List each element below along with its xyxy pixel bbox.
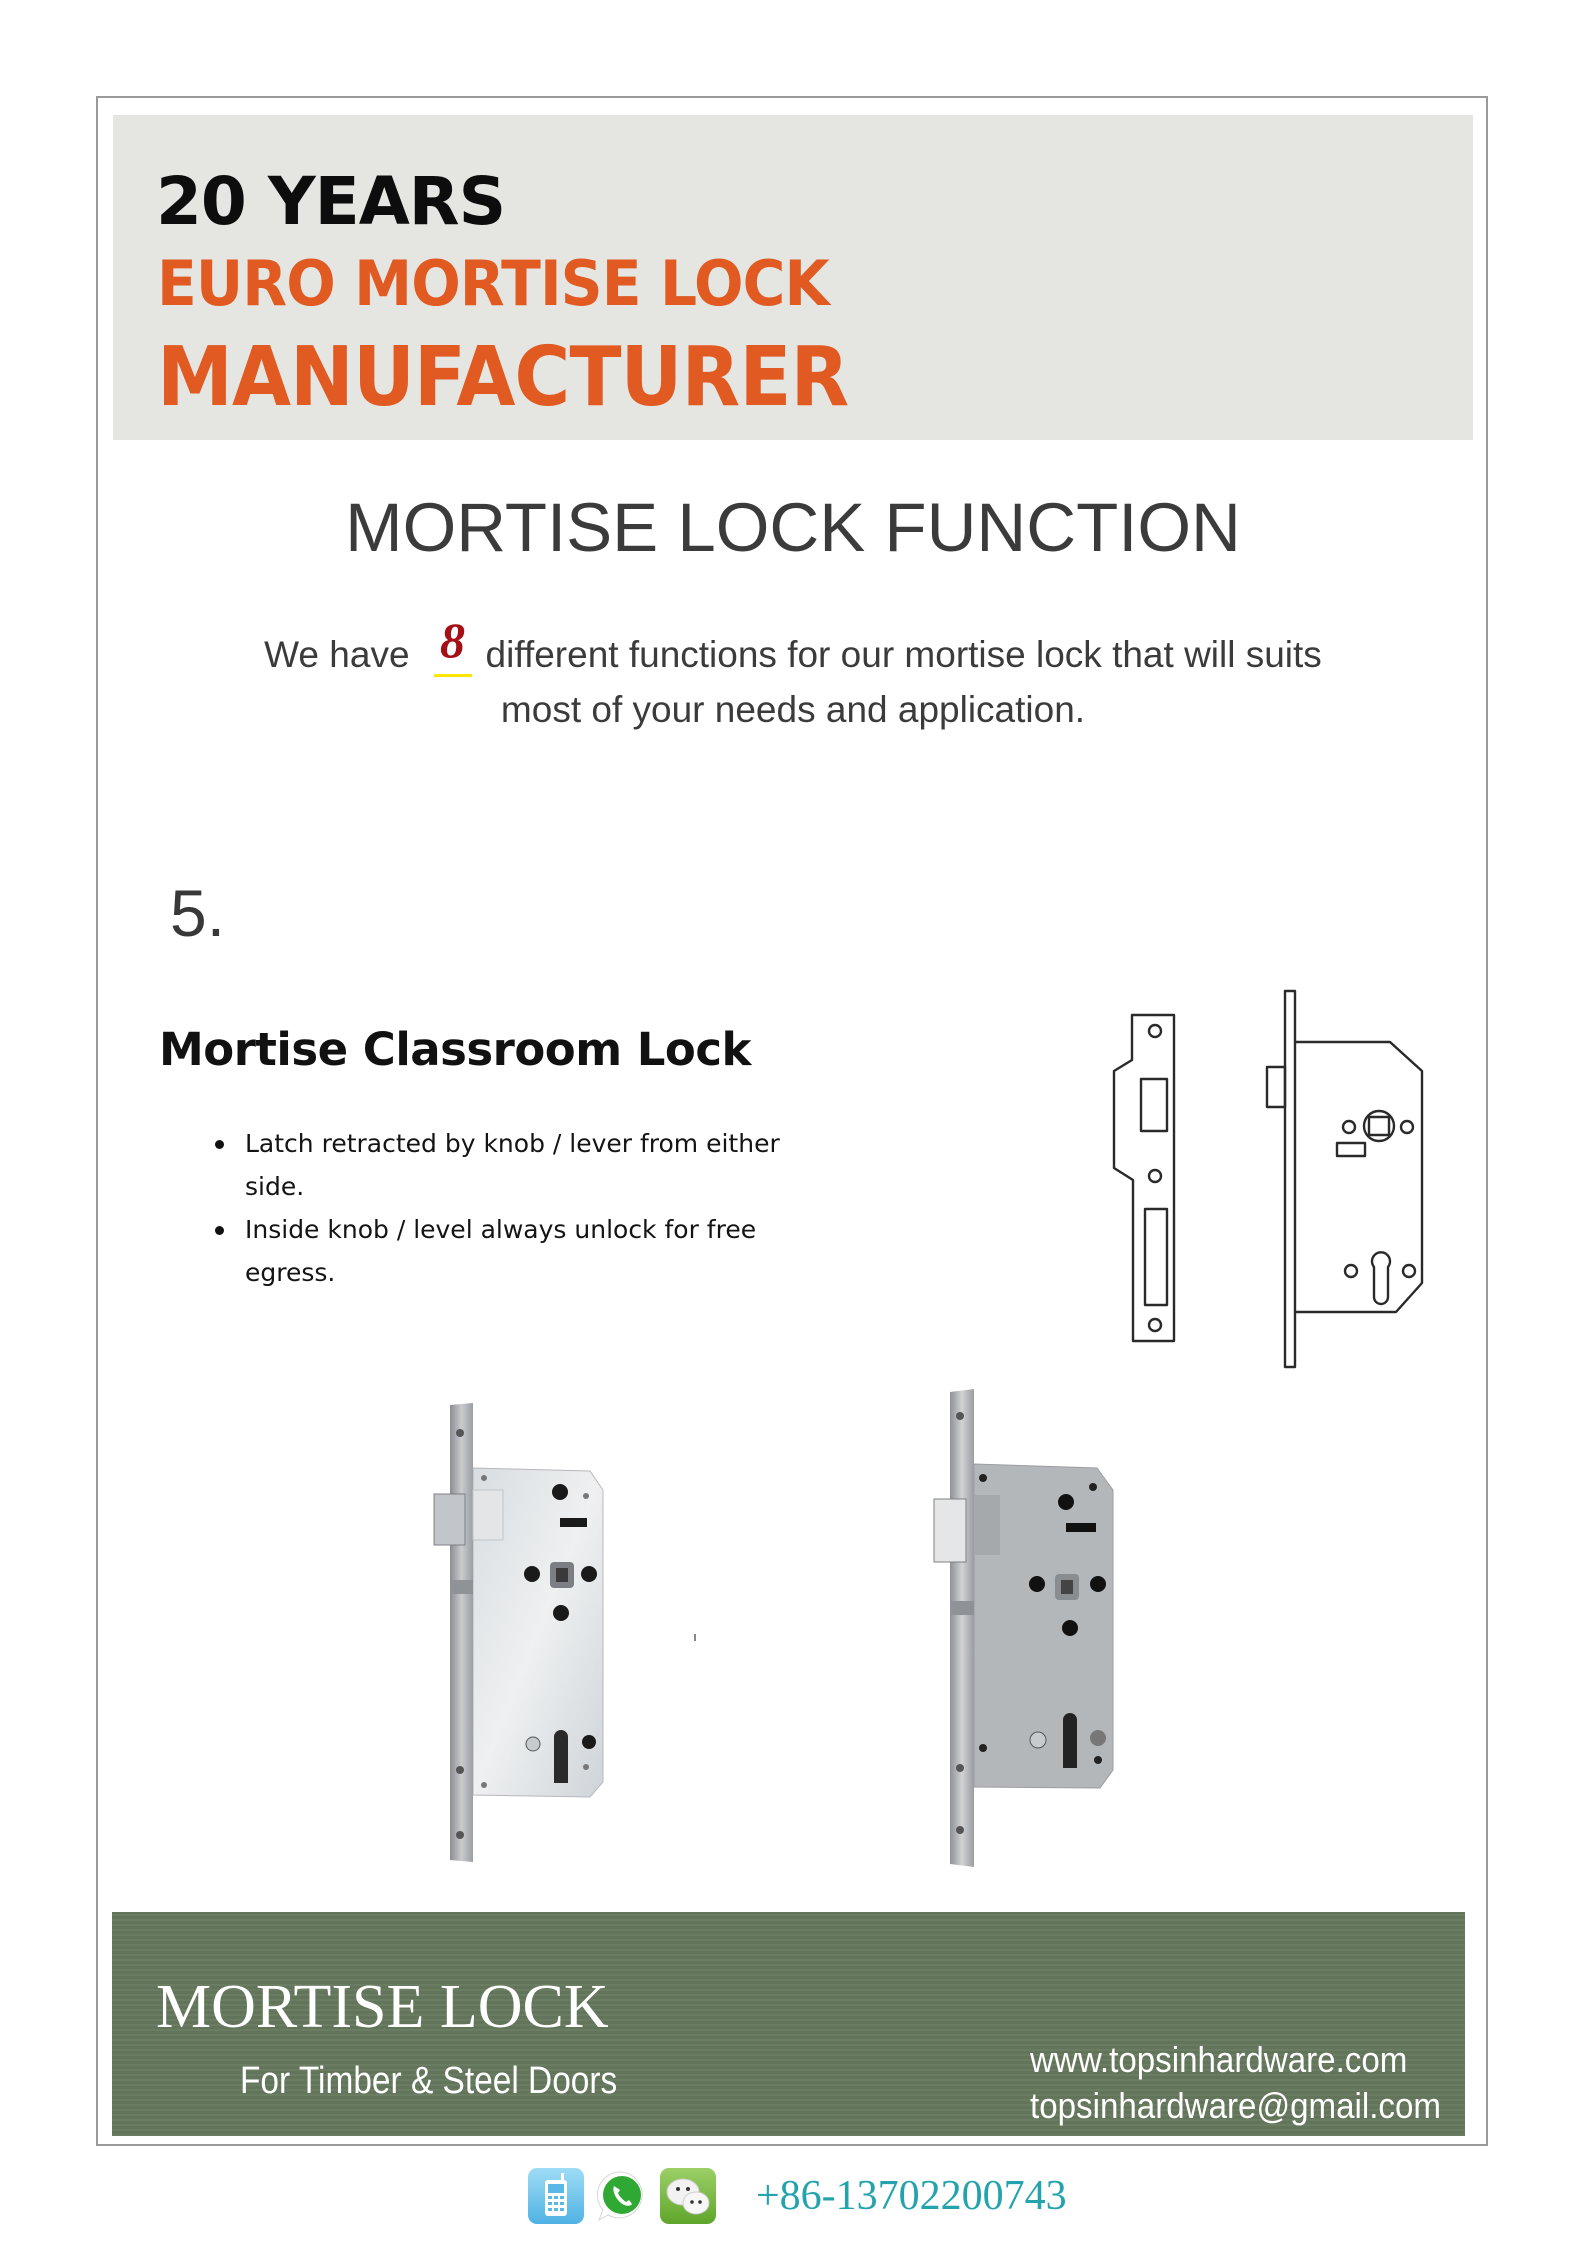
footer-title: MORTISE LOCK (156, 1973, 609, 2041)
contact-bar (528, 2164, 1067, 2228)
strike-plate-drawing (1114, 1015, 1174, 1341)
intro-line-1 (0, 612, 1586, 675)
intro-before: We have (264, 634, 410, 675)
section-title: MORTISE LOCK FUNCTION (345, 489, 1241, 566)
lock-name: Mortise Classroom Lock (159, 1023, 751, 1076)
footer-subtitle: For Timber & Steel Doors (240, 2060, 618, 2102)
whatsapp-icon[interactable] (594, 2168, 650, 2224)
website-link[interactable]: www.topsinhardware.com (1030, 2039, 1408, 2080)
lock-body-drawing (1267, 991, 1422, 1367)
hero-product: EURO MORTISE LOCK (157, 247, 829, 320)
intro-after: different functions for our mortise lock that will suits (485, 634, 1322, 675)
email-link[interactable]: topsinhardware@gmail.com (1030, 2085, 1441, 2126)
lock-name-heading (159, 1023, 751, 1076)
phone-number[interactable]: +86-13702200743 (756, 2173, 1067, 2219)
intro-line-2: most of your needs and application. (500, 689, 1086, 730)
function-number: 5. (170, 876, 226, 950)
feature-list (215, 1122, 835, 1294)
phone-icon[interactable] (528, 2168, 584, 2224)
hero-years: 20 YEARS (156, 163, 506, 240)
function-count: 8 (434, 615, 472, 665)
hero-banner (113, 115, 1473, 440)
stray-mark (694, 1634, 696, 1641)
hero-manufacturer: MANUFACTURER (157, 330, 849, 425)
footer-banner (112, 1912, 1465, 2136)
lock-photo-grey (928, 1385, 1118, 1875)
lock-diagram (1100, 985, 1440, 1375)
feature-item: Latch retracted by knob / lever from either side. (215, 1122, 835, 1208)
wechat-icon[interactable] (660, 2168, 716, 2224)
feature-item: Inside knob / level always unlock for free egress. (215, 1208, 835, 1294)
lock-photo-galvanized (430, 1400, 620, 1870)
